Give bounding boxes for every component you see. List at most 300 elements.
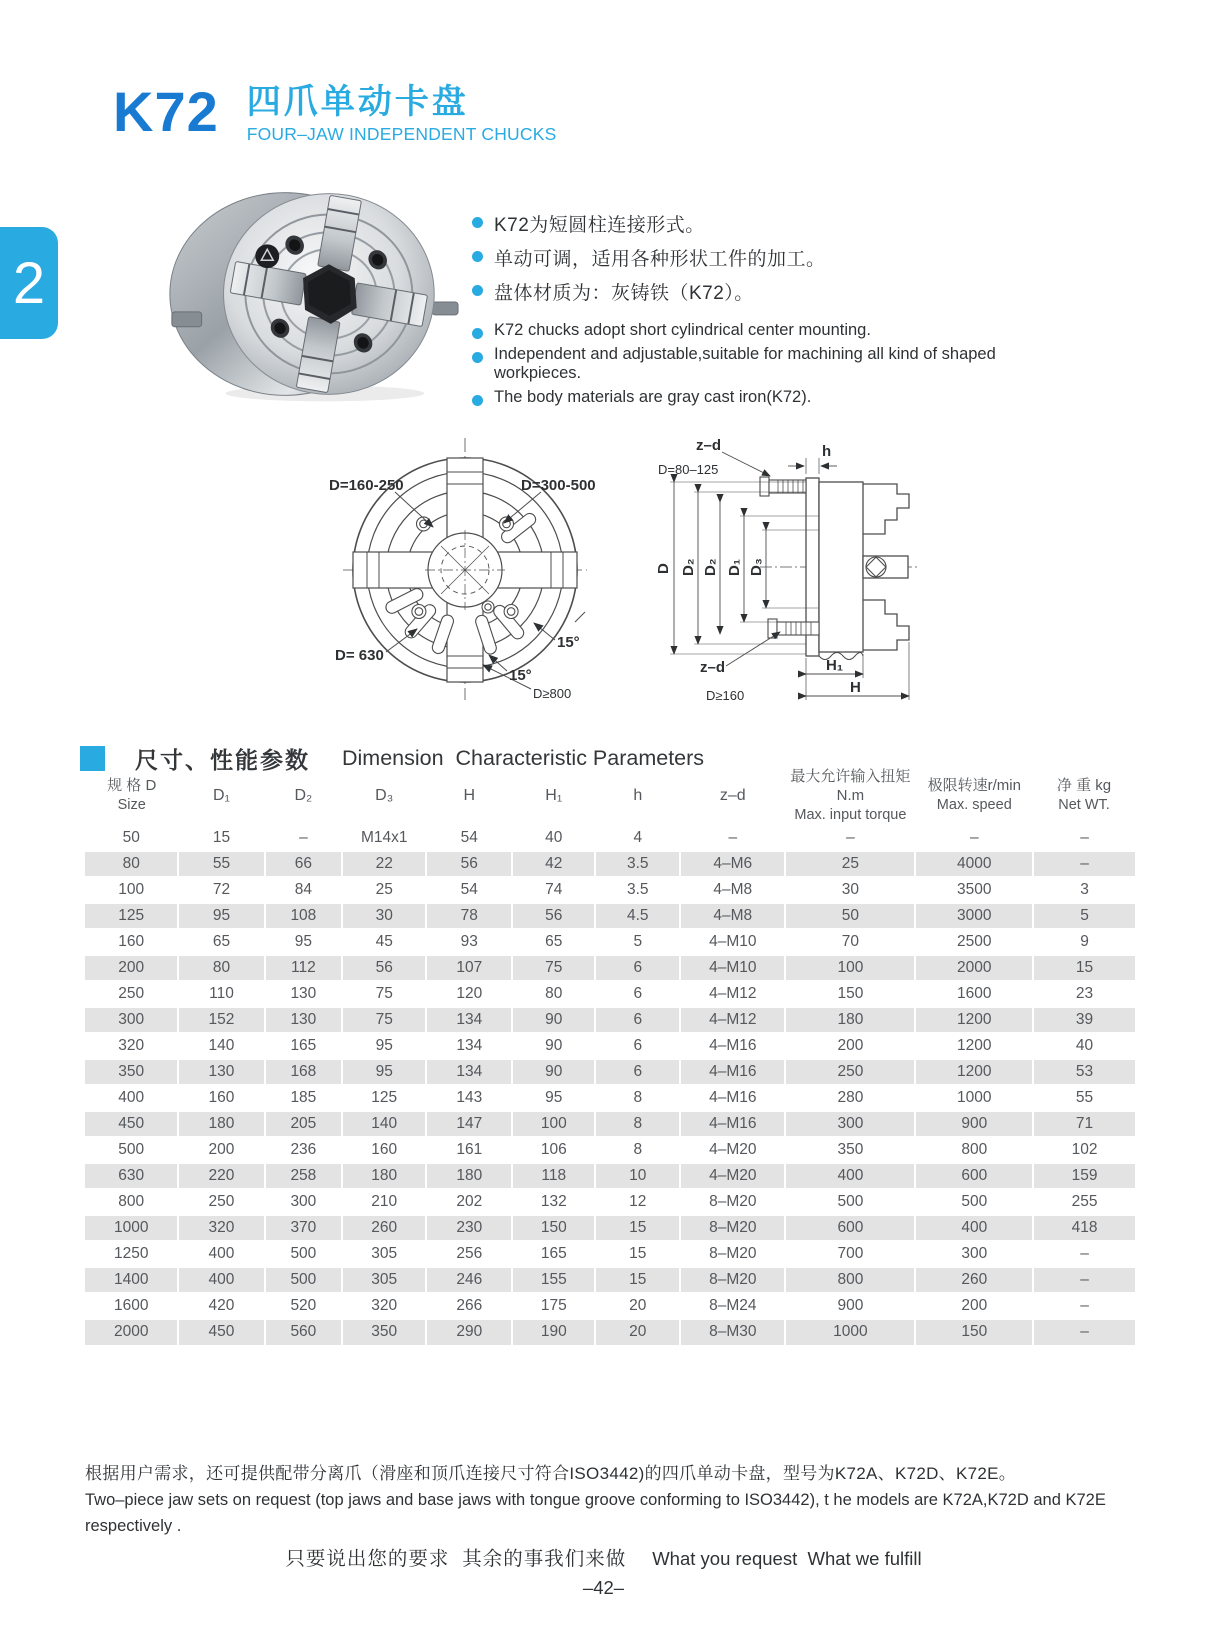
table-cell: 220 (178, 1163, 264, 1189)
table-cell: 80 (178, 955, 264, 981)
table-cell: 6 (595, 981, 680, 1007)
label-d160-250: D=160-250 (329, 477, 404, 494)
bullet-icon (472, 251, 483, 262)
table-cell: 4–M10 (680, 929, 785, 955)
table-cell: 100 (785, 955, 915, 981)
feature-item (472, 274, 1062, 308)
table-cell: 8 (595, 1085, 680, 1111)
bullet-icon (472, 285, 483, 296)
table-cell: 500 (785, 1189, 915, 1215)
table-cell: – (1033, 1293, 1135, 1319)
table-cell: 255 (1033, 1189, 1135, 1215)
table-cell: 418 (1033, 1215, 1135, 1241)
table-row (85, 851, 1135, 877)
table-cell: 266 (426, 1293, 512, 1319)
table-cell: 3500 (915, 877, 1033, 903)
table-cell: 230 (426, 1215, 512, 1241)
table-cell: 4–M16 (680, 1059, 785, 1085)
label-angle-bottom: 15° (509, 667, 532, 684)
column-header: h (633, 786, 643, 804)
table-cell: 93 (426, 929, 512, 955)
table-cell: 185 (265, 1085, 343, 1111)
table-cell: 8 (595, 1111, 680, 1137)
table-row (85, 1319, 1135, 1345)
table-row (85, 825, 1135, 851)
table-cell: 6 (595, 1007, 680, 1033)
table-cell: 246 (426, 1267, 512, 1293)
label-D: D (655, 563, 672, 574)
table-cell: 400 (85, 1085, 178, 1111)
table-cell: 305 (342, 1267, 426, 1293)
bullet-icon (472, 395, 483, 406)
table-row (85, 1059, 1135, 1085)
table-cell: 180 (342, 1163, 426, 1189)
table-cell: 108 (265, 903, 343, 929)
table-cell: 22 (342, 851, 426, 877)
label-D3: D₃ (748, 558, 765, 576)
table-cell: 300 (785, 1111, 915, 1137)
table-cell: 4–M20 (680, 1163, 785, 1189)
table-cell: 100 (85, 877, 178, 903)
column-header: 规 格 D Size (107, 777, 157, 814)
table-row (85, 1293, 1135, 1319)
bullet-icon (472, 217, 483, 228)
table-cell: 150 (512, 1215, 595, 1241)
table-cell: 159 (1033, 1163, 1135, 1189)
table-cell: 1200 (915, 1033, 1033, 1059)
table-cell: 500 (915, 1189, 1033, 1215)
table-cell: 305 (342, 1241, 426, 1267)
table-cell: 420 (178, 1293, 264, 1319)
table-cell: 95 (265, 929, 343, 955)
table-cell: 600 (915, 1163, 1033, 1189)
table-cell: 134 (426, 1007, 512, 1033)
table-row (85, 1137, 1135, 1163)
table-cell: 1000 (785, 1319, 915, 1345)
table-cell: 500 (85, 1137, 178, 1163)
table-cell: – (1033, 1241, 1135, 1267)
table-cell: 78 (426, 903, 512, 929)
table-row (85, 877, 1135, 903)
table-cell: 80 (85, 851, 178, 877)
table-cell: 1200 (915, 1007, 1033, 1033)
table-cell: 152 (178, 1007, 264, 1033)
table-cell: 450 (85, 1111, 178, 1137)
table-cell: 4–M6 (680, 851, 785, 877)
table-header-row (85, 768, 1135, 825)
table-cell: 5 (1033, 903, 1135, 929)
table-cell: 200 (85, 955, 178, 981)
table-cell: 150 (785, 981, 915, 1007)
page-header (113, 80, 557, 145)
table-cell: 2000 (85, 1319, 178, 1345)
footer-slogan (0, 1543, 1207, 1571)
table-cell: 70 (785, 929, 915, 955)
table-cell: 180 (178, 1111, 264, 1137)
table-cell: 50 (785, 903, 915, 929)
product-photo (148, 186, 466, 404)
feature-item (472, 342, 1062, 385)
section-title-zh: 尺寸、性能参数 (135, 747, 310, 773)
table-cell: – (1033, 1267, 1135, 1293)
table-cell: 160 (85, 929, 178, 955)
table-cell: 143 (426, 1085, 512, 1111)
table-cell: 42 (512, 851, 595, 877)
section-title-en: Dimension Characteristic Parameters (342, 746, 705, 770)
table-cell: 8 (595, 1137, 680, 1163)
table-cell: 134 (426, 1059, 512, 1085)
table-cell: 6 (595, 955, 680, 981)
table-cell: 40 (512, 825, 595, 851)
table-cell: 140 (342, 1111, 426, 1137)
table-cell: 800 (915, 1137, 1033, 1163)
table-cell: 320 (178, 1215, 264, 1241)
table-cell: 6 (595, 1033, 680, 1059)
column-header: 极限转速r/min Max. speed (927, 777, 1021, 814)
table-cell: 400 (915, 1215, 1033, 1241)
table-cell: 4–M20 (680, 1137, 785, 1163)
table-cell: 10 (595, 1163, 680, 1189)
table-cell: 300 (85, 1007, 178, 1033)
table-cell: 95 (178, 903, 264, 929)
model-code: K72 (113, 80, 219, 143)
table-cell: 256 (426, 1241, 512, 1267)
table-cell: 200 (915, 1293, 1033, 1319)
table-cell: 90 (512, 1007, 595, 1033)
parameters-table (85, 768, 1135, 1345)
table-cell: 125 (342, 1085, 426, 1111)
table-cell: 700 (785, 1241, 915, 1267)
table-cell: 4–M10 (680, 955, 785, 981)
table-cell: 5 (595, 929, 680, 955)
table-row (85, 1215, 1135, 1241)
table-cell: 1250 (85, 1241, 178, 1267)
column-header: z–d (719, 786, 746, 804)
table-cell: 300 (915, 1241, 1033, 1267)
table-cell: 134 (426, 1033, 512, 1059)
table-row (85, 1085, 1135, 1111)
table-cell: 3.5 (595, 877, 680, 903)
table-cell: 8–M30 (680, 1319, 785, 1345)
table-cell: 165 (512, 1241, 595, 1267)
table-cell: 200 (785, 1033, 915, 1059)
label-D2a: D₂ (680, 558, 697, 576)
label-angle-right: 15° (557, 634, 580, 651)
table-cell: 500 (265, 1267, 343, 1293)
table-cell: 106 (512, 1137, 595, 1163)
table-cell: 350 (85, 1059, 178, 1085)
page-number: –42– (582, 1577, 625, 1598)
column-header: D₂ (294, 786, 313, 804)
table-cell: 23 (1033, 981, 1135, 1007)
table-cell: 66 (265, 851, 343, 877)
table-cell: 4–M12 (680, 1007, 785, 1033)
table-cell: 8–M20 (680, 1241, 785, 1267)
table-cell: 260 (342, 1215, 426, 1241)
table-cell: 250 (85, 981, 178, 1007)
table-cell: 160 (342, 1137, 426, 1163)
page-title-en: FOUR–JAW INDEPENDENT CHUCKS (246, 124, 557, 145)
table-cell: 258 (265, 1163, 343, 1189)
table-cell: 102 (1033, 1137, 1135, 1163)
table-cell: 4–M16 (680, 1085, 785, 1111)
chapter-tab (0, 227, 58, 339)
table-cell: 20 (595, 1319, 680, 1345)
table-cell: 125 (85, 903, 178, 929)
table-cell: 95 (342, 1033, 426, 1059)
column-header: 最大允许输入扭矩N.m Max. input torque (790, 768, 911, 823)
table-cell: 15 (1033, 955, 1135, 981)
table-cell: 1600 (915, 981, 1033, 1007)
table-cell: 72 (178, 877, 264, 903)
table-cell: 320 (85, 1033, 178, 1059)
label-D2b: D₂ (702, 558, 719, 576)
table-cell: 55 (178, 851, 264, 877)
table-cell: 2500 (915, 929, 1033, 955)
feature-item (472, 240, 1062, 274)
table-cell: 400 (785, 1163, 915, 1189)
table-cell: 130 (265, 981, 343, 1007)
table-cell: 155 (512, 1267, 595, 1293)
table-cell: 4–M12 (680, 981, 785, 1007)
table-cell: 15 (595, 1241, 680, 1267)
table-cell: 3000 (915, 903, 1033, 929)
table-cell: 210 (342, 1189, 426, 1215)
table-cell: 95 (342, 1059, 426, 1085)
table-cell: 236 (265, 1137, 343, 1163)
label-zd-top: z–d (696, 437, 722, 454)
table-cell: 600 (785, 1215, 915, 1241)
table-cell: 15 (595, 1267, 680, 1293)
feature-text: K72为短圆柱连接形式。 (494, 214, 705, 236)
table-cell: 180 (426, 1163, 512, 1189)
table-cell: 147 (426, 1111, 512, 1137)
table-cell: 107 (426, 955, 512, 981)
table-cell: 168 (265, 1059, 343, 1085)
table-cell: 39 (1033, 1007, 1135, 1033)
cross-section-drawing (610, 416, 925, 712)
table-cell: 15 (178, 825, 264, 851)
table-cell: 80 (512, 981, 595, 1007)
table-cell: 112 (265, 955, 343, 981)
table-row (85, 929, 1135, 955)
table-cell: 350 (785, 1137, 915, 1163)
table-row (85, 1189, 1135, 1215)
feature-item (472, 318, 1062, 342)
table-row (85, 1033, 1135, 1059)
label-H1: H₁ (826, 657, 844, 674)
table-cell: 1000 (85, 1215, 178, 1241)
table-cell: 300 (265, 1189, 343, 1215)
feature-text: Independent and adjustable,suitable for machining all kind of shaped workpieces. (494, 344, 996, 382)
table-cell: 12 (595, 1189, 680, 1215)
table-cell: 8–M24 (680, 1293, 785, 1319)
table-cell: 400 (178, 1267, 264, 1293)
label-d630: D= 630 (335, 647, 384, 664)
table-cell: – (680, 825, 785, 851)
table-cell: 150 (915, 1319, 1033, 1345)
table-cell: 130 (178, 1059, 264, 1085)
table-cell: 250 (178, 1189, 264, 1215)
table-cell: 4–M8 (680, 877, 785, 903)
table-cell: 6 (595, 1059, 680, 1085)
table-cell: 180 (785, 1007, 915, 1033)
table-cell: 320 (342, 1293, 426, 1319)
table-cell: 250 (785, 1059, 915, 1085)
table-cell: 120 (426, 981, 512, 1007)
table-cell: 165 (265, 1033, 343, 1059)
table-cell: 900 (785, 1293, 915, 1319)
table-cell: 30 (785, 877, 915, 903)
table-cell: 900 (915, 1111, 1033, 1137)
table-cell: – (1033, 851, 1135, 877)
column-header: H (463, 786, 476, 804)
table-row (85, 1241, 1135, 1267)
label-d80-125: D=80–125 (658, 462, 719, 477)
table-cell: 450 (178, 1319, 264, 1345)
label-d160: D≥160 (706, 688, 745, 703)
table-row (85, 1163, 1135, 1189)
table-cell: 4–M16 (680, 1111, 785, 1137)
table-cell: 160 (178, 1085, 264, 1111)
table-cell: 370 (265, 1215, 343, 1241)
table-cell: 110 (178, 981, 264, 1007)
table-cell: 4.5 (595, 903, 680, 929)
table-cell: 2000 (915, 955, 1033, 981)
table-row (85, 955, 1135, 981)
table-cell: 400 (178, 1241, 264, 1267)
table-cell: 280 (785, 1085, 915, 1111)
label-h: h (822, 443, 832, 460)
table-cell: 25 (785, 851, 915, 877)
table-cell: 800 (785, 1267, 915, 1293)
table-cell: 65 (178, 929, 264, 955)
table-cell: 205 (265, 1111, 343, 1137)
title-block (247, 84, 557, 145)
chapter-number: 2 (12, 250, 46, 316)
table-row (85, 903, 1135, 929)
table-cell: 75 (342, 1007, 426, 1033)
feature-text: The body materials are gray cast iron(K72). (494, 387, 812, 406)
column-header: H₁ (545, 786, 563, 804)
table-row (85, 1267, 1135, 1293)
table-cell: 55 (1033, 1085, 1135, 1111)
table-cell: 260 (915, 1267, 1033, 1293)
footnotes (85, 1460, 1155, 1539)
feature-text: K72 chucks adopt short cylindrical center mounting. (494, 320, 871, 339)
table-cell: 500 (265, 1241, 343, 1267)
table-cell: 74 (512, 877, 595, 903)
table-cell: 290 (426, 1319, 512, 1345)
bullet-icon (472, 352, 483, 363)
label-d300-500: D=300-500 (521, 477, 596, 494)
bullet-icon (472, 328, 483, 339)
table-cell: 54 (426, 877, 512, 903)
column-header: D₁ (213, 786, 230, 804)
footnote-en: Two–piece jaw sets on request (top jaws and base jaws with tongue groove conforming to ISO3442), t he models are K72A,K72D and K72E respectively . (85, 1491, 1106, 1535)
feature-text: 单动可调，适用各种形状工件的加工。 (494, 248, 826, 270)
table-cell: 1600 (85, 1293, 178, 1319)
feature-list-en (472, 318, 1062, 409)
table-cell: 200 (178, 1137, 264, 1163)
table-cell: 45 (342, 929, 426, 955)
table-cell: 630 (85, 1163, 178, 1189)
table-cell: 20 (595, 1293, 680, 1319)
table-cell: 54 (426, 825, 512, 851)
footnote-zh: 根据用户需求，还可提供配带分离爪（滑座和顶爪连接尺寸符合ISO3442)的四爪单动卡盘，型号为K72A、K72D、K72E。 (85, 1464, 1017, 1483)
table-row (85, 1111, 1135, 1137)
table-row (85, 1007, 1135, 1033)
column-header: 净 重 kg Net WT. (1056, 777, 1112, 814)
front-view-drawing (283, 424, 631, 706)
table-cell: 50 (85, 825, 178, 851)
table-cell: M14x1 (342, 825, 426, 851)
table-cell: 9 (1033, 929, 1135, 955)
footer-slogan-zh: 只要说出您的要求 其余的事我们来做 (285, 1548, 627, 1570)
table-cell: – (1033, 1319, 1135, 1345)
table-cell: – (1033, 825, 1135, 851)
label-zd-bottom: z–d (700, 659, 726, 676)
feature-text: 盘体材质为：灰铸铁（K72）。 (494, 282, 754, 304)
feature-list-zh (472, 206, 1062, 308)
table-cell: – (265, 825, 343, 851)
table-cell: 4–M16 (680, 1033, 785, 1059)
table-cell: 132 (512, 1189, 595, 1215)
table-cell: 65 (512, 929, 595, 955)
table-cell: 118 (512, 1163, 595, 1189)
table-cell: 71 (1033, 1111, 1135, 1137)
table-cell: 53 (1033, 1059, 1135, 1085)
table-cell: 140 (178, 1033, 264, 1059)
table-cell: 56 (512, 903, 595, 929)
table-cell: 4–M8 (680, 903, 785, 929)
table-cell: 100 (512, 1111, 595, 1137)
table-cell: 350 (342, 1319, 426, 1345)
table-cell: 4000 (915, 851, 1033, 877)
label-d800: D≥800 (533, 686, 572, 701)
label-D1: D₁ (726, 558, 743, 576)
table-cell: 30 (342, 903, 426, 929)
table-cell: 202 (426, 1189, 512, 1215)
column-header: D₃ (375, 786, 394, 804)
table-cell: – (785, 825, 915, 851)
table-cell: 560 (265, 1319, 343, 1345)
table-cell: 1400 (85, 1267, 178, 1293)
table-cell: 8–M20 (680, 1267, 785, 1293)
table-cell: 3.5 (595, 851, 680, 877)
table-cell: 90 (512, 1059, 595, 1085)
table-cell: – (915, 825, 1033, 851)
table-cell: 175 (512, 1293, 595, 1319)
table-cell: 40 (1033, 1033, 1135, 1059)
feature-item (472, 206, 1062, 240)
table-cell: 75 (342, 981, 426, 1007)
table-cell: 1200 (915, 1059, 1033, 1085)
table-cell: 56 (426, 851, 512, 877)
table-cell: 161 (426, 1137, 512, 1163)
table-cell: 3 (1033, 877, 1135, 903)
table-row (85, 981, 1135, 1007)
table-cell: 130 (265, 1007, 343, 1033)
feature-item (472, 385, 1062, 409)
table-cell: 190 (512, 1319, 595, 1345)
table-cell: 800 (85, 1189, 178, 1215)
page-title-zh: 四爪单动卡盘 (246, 83, 469, 121)
table-cell: 4 (595, 825, 680, 851)
footer-slogan-en: What you request What we fulfill (652, 1548, 922, 1569)
table-cell: 95 (512, 1085, 595, 1111)
table-cell: 56 (342, 955, 426, 981)
